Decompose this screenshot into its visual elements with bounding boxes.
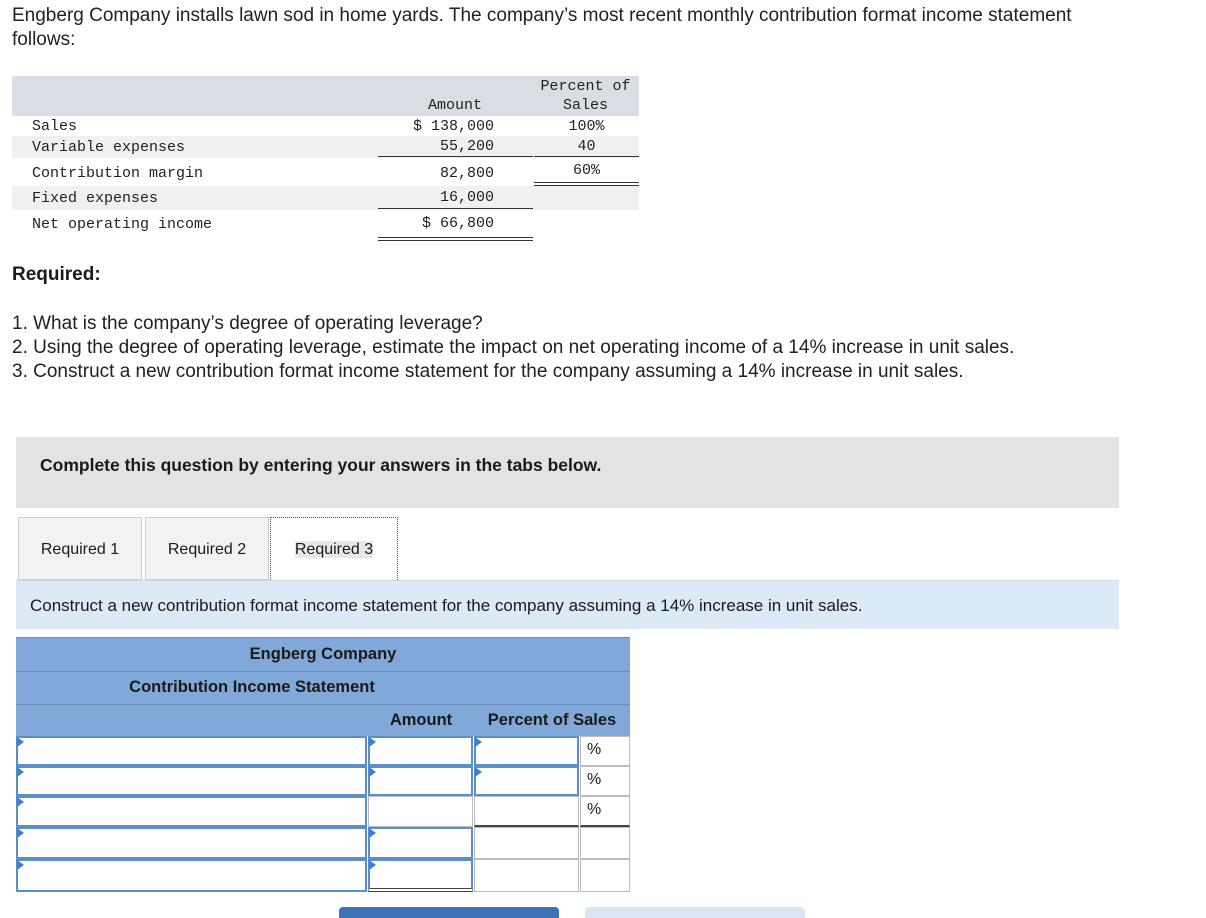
percent-sign-cell xyxy=(580,796,630,827)
tab-required-3[interactable] xyxy=(270,517,398,580)
col-percent-of-sales: Percent of Sales xyxy=(487,711,617,729)
amount-cell xyxy=(368,796,473,827)
tab-required-1[interactable] xyxy=(18,517,142,580)
tab-label: Required 2 xyxy=(167,541,247,558)
percent-input[interactable] xyxy=(474,736,579,766)
row-label: Fixed expenses xyxy=(32,190,159,207)
row-percent: 100% xyxy=(568,118,605,135)
amount-input[interactable] xyxy=(368,736,473,766)
row-amount: 16,000 xyxy=(439,189,494,206)
row-label: Variable expenses xyxy=(32,139,186,156)
empty-cell xyxy=(580,859,630,892)
double-underline xyxy=(534,185,639,186)
amount-input[interactable] xyxy=(368,859,473,892)
percent-sign-cell xyxy=(580,766,630,796)
instruction-text: Construct a new contribution format income statement for the company assuming a 14% increase in unit sales. xyxy=(30,596,863,615)
empty-cell xyxy=(580,827,630,859)
col-amount: Amount xyxy=(389,711,453,729)
double-underline xyxy=(378,240,533,241)
double-underline xyxy=(534,182,639,183)
question-list xyxy=(12,312,1112,384)
line-item-label-input[interactable] xyxy=(16,766,367,796)
prev-required-button[interactable] xyxy=(339,907,559,918)
underline xyxy=(378,208,533,209)
row-amount: 82,800 xyxy=(439,165,494,182)
percent-sign: % xyxy=(587,771,602,788)
problem-intro: Engberg Company installs lawn sod in home yards. The company’s most recent monthly contribution format income statement follows: xyxy=(12,5,1072,50)
worksheet-company: Engberg Company xyxy=(16,637,630,671)
stmt-row-fixed xyxy=(12,186,639,210)
col-percent-header-line2: Sales xyxy=(562,97,608,114)
row-amount: $ 66,800 xyxy=(421,215,494,232)
stmt-row-net-income xyxy=(12,210,639,240)
line-item-label-input[interactable] xyxy=(16,796,367,827)
tab-required-2[interactable] xyxy=(145,517,269,580)
line-item-label-input[interactable] xyxy=(16,859,367,892)
line-item-label-input[interactable] xyxy=(16,736,367,766)
amount-input[interactable] xyxy=(368,766,473,796)
percent-cell xyxy=(474,796,579,827)
empty-cell xyxy=(474,827,579,859)
line-item-label-input[interactable] xyxy=(16,827,367,859)
worksheet-title-row xyxy=(16,671,630,704)
question-2: 2. Using the degree of operating leverage, estimate the impact on net operating income of a 14% increase in unit sales. xyxy=(12,337,1015,358)
empty-cell xyxy=(474,859,579,892)
col-percent-header-line1: Percent of xyxy=(540,78,631,95)
row-amount: $ 138,000 xyxy=(412,118,494,135)
underline xyxy=(378,156,533,157)
tab-label: Required 1 xyxy=(40,541,120,558)
double-underline xyxy=(378,237,533,238)
question-1: 1. What is the company’s degree of operating leverage? xyxy=(12,313,483,334)
worksheet-column-header xyxy=(16,704,630,736)
instruction-banner xyxy=(16,437,1119,508)
question-3: 3. Construct a new contribution format income statement for the company assuming a 14% increase in unit sales. xyxy=(12,361,964,382)
tab-label: Required 3 xyxy=(294,541,374,558)
worksheet-title: Contribution Income Statement xyxy=(129,678,375,696)
underline xyxy=(534,156,639,157)
next-required-button[interactable] xyxy=(585,907,805,918)
required-heading: Required: xyxy=(12,264,101,285)
percent-input[interactable] xyxy=(474,766,579,796)
percent-sign: % xyxy=(587,741,602,758)
row-percent: 40 xyxy=(577,138,596,155)
amount-input[interactable] xyxy=(368,827,473,859)
stmt-row-variable xyxy=(12,136,639,158)
row-label: Contribution margin xyxy=(32,165,204,182)
row-label: Net operating income xyxy=(32,216,213,233)
col-amount-header: Amount xyxy=(427,97,482,114)
percent-sign-cell xyxy=(580,736,630,766)
row-label: Sales xyxy=(32,118,78,135)
complete-prompt: Complete this question by entering your answers in the tabs below. xyxy=(40,455,602,475)
row-percent: 60% xyxy=(572,162,600,179)
stmt-row-sales xyxy=(12,116,639,136)
row-amount: 55,200 xyxy=(439,138,494,155)
percent-sign: % xyxy=(587,801,602,818)
tab-instruction xyxy=(16,580,1119,629)
